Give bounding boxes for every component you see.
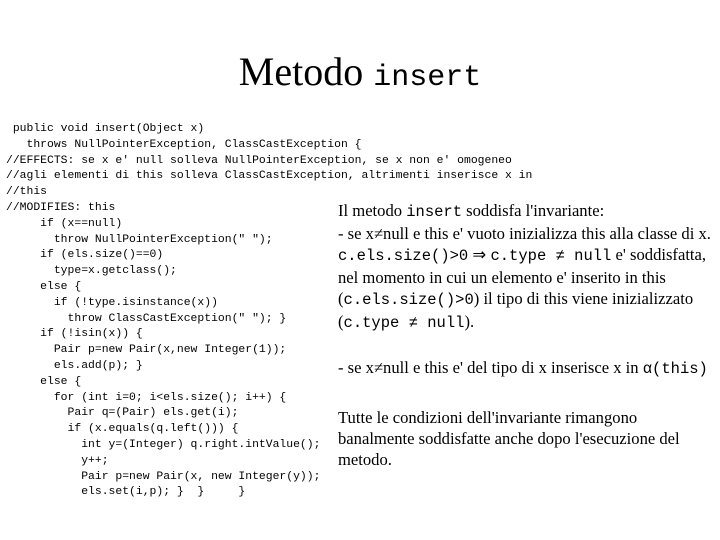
code-line: Pair p=new Pair(x, new Integer(y)); (6, 470, 321, 483)
note-text: ). (464, 312, 475, 331)
note-text: ) il tipo di this viene inizializzato ( (338, 289, 694, 331)
note-invariant-intro (338, 200, 714, 223)
note-conclusion (338, 407, 714, 470)
code-line: Pair q=(Pair) els.get(i); (6, 407, 239, 420)
code-line: els.add(p); } (6, 359, 143, 372)
code-line: int y=(Integer) q.right.intValue(); (6, 438, 321, 451)
code-line: if (els.size()==0) (6, 249, 164, 262)
note-code: α(this) (642, 360, 708, 378)
code-line: for (int i=0; i<els.size(); i++) { (6, 391, 287, 404)
code-line: //this (6, 186, 48, 199)
note-empty-case (338, 223, 714, 334)
code-line: throws NullPointerException, ClassCastException { (6, 138, 362, 151)
note-text: soddisfa l'invariante: (462, 201, 605, 220)
code-line: throw ClassCastException(" "); } (6, 312, 287, 325)
explanation-notes (338, 200, 714, 470)
note-code: insert (406, 203, 463, 221)
code-line: els.set(i,p); } } } (6, 486, 246, 499)
note-code: c.els.size()>0 (338, 247, 469, 265)
code-line: public void insert(Object x) (6, 123, 205, 135)
note-text: ⇒ (468, 245, 491, 264)
note-text: - se x≠null e this e' del tipo di x inserisce x in (338, 358, 643, 377)
code-line: throw NullPointerException(" "); (6, 233, 273, 246)
note-code: c.type ≠ null (490, 247, 612, 265)
note-text: e' soddisfatta, nel momento in cui un elemento e' inserito in this ( (338, 245, 707, 308)
note-code: c.els.size()>0 (343, 291, 474, 309)
code-line: //EFFECTS: se x e' null solleva NullPointerException, se x non e' omogeneo (6, 154, 512, 167)
code-line: //agli elementi di this solleva ClassCastException, altrimenti inserisce x in (6, 170, 533, 183)
slide-title (0, 48, 720, 102)
note-code: c.type ≠ null (343, 314, 465, 332)
note-text: Il metodo (338, 201, 407, 220)
note-text: Tutte le condizioni dell'invariante rimangono banalmente soddisfatte anche dopo l'esecuzione del metodo. (338, 408, 680, 469)
code-line: if (!type.isinstance(x)) (6, 296, 218, 309)
code-line: else { (6, 280, 82, 293)
code-line: if (x.equals(q.left())) { (6, 423, 239, 436)
code-line: if (!isin(x)) { (6, 328, 143, 341)
note-text: - se x≠null e this e' vuoto inizializza this alla classe di x. (338, 224, 711, 243)
code-line: //MODIFIES: this (6, 201, 116, 214)
code-line: else { (6, 375, 82, 388)
title-code: insert (373, 61, 482, 95)
code-line: if (x==null) (6, 217, 123, 230)
code-line: y++; (6, 454, 109, 467)
code-line: type=x.getclass(); (6, 265, 177, 278)
title-word: Metodo (238, 49, 364, 94)
code-line: Pair p=new Pair(x,new Integer(1)); (6, 344, 287, 357)
note-typed-case (338, 357, 714, 380)
